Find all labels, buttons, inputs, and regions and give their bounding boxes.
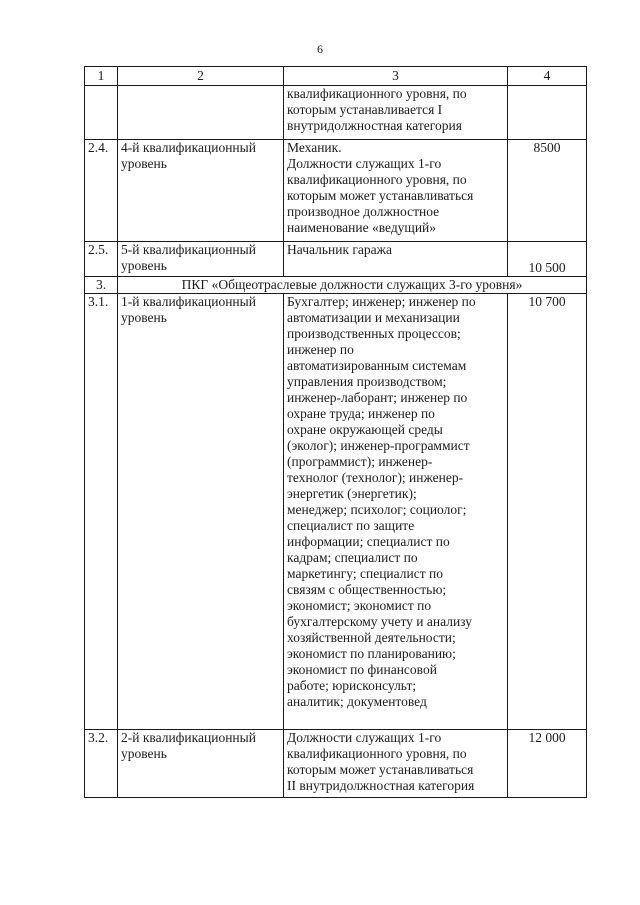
- position-line: экономист по планированию;: [287, 646, 456, 661]
- position-line: квалификационного уровня, по: [287, 746, 467, 761]
- qualification-level: [118, 294, 284, 730]
- position-line: производственных процессов;: [287, 326, 461, 341]
- position-line: наименование «ведущий»: [287, 220, 437, 235]
- level-line: 2-й квалификационный: [121, 730, 256, 745]
- level-line: уровень: [121, 310, 167, 325]
- continuation-salary-cell: [508, 86, 587, 140]
- table-row-continuation: [85, 86, 587, 140]
- position-line: Должности служащих 1-го: [287, 730, 442, 745]
- position-line: Должности служащих 1-го: [287, 156, 442, 171]
- page-number: 6: [317, 42, 323, 56]
- position-list: [284, 730, 508, 798]
- position-line: инженер по: [287, 342, 354, 357]
- row-number: 3.1.: [85, 294, 118, 730]
- position-list: [284, 242, 508, 277]
- table-row-3-1: [85, 294, 587, 730]
- table-row-3-2: [85, 730, 587, 798]
- position-line: экономист по финансовой: [287, 662, 437, 677]
- position-line: управления производством;: [287, 374, 447, 389]
- salary-value: 12 000: [508, 730, 587, 798]
- position-line: (программист); инженер-: [287, 454, 433, 469]
- position-line: энергетик (энергетик);: [287, 486, 417, 501]
- position-line: Механик.: [287, 140, 342, 155]
- table-row-2-5: [85, 242, 587, 277]
- row-number: 3.: [85, 277, 118, 294]
- qualification-level: [118, 242, 284, 277]
- header-col-4: 4: [508, 67, 587, 86]
- position-line: технолог (технолог); инженер-: [287, 470, 464, 485]
- position-line: охране труда; инженер по: [287, 406, 435, 421]
- position-line: Начальник гаража: [287, 242, 392, 257]
- table-header-row: [85, 67, 587, 86]
- header-col-3: 3: [284, 67, 508, 86]
- position-line: хозяйственной деятельности;: [287, 630, 456, 645]
- position-line: которым может устанавливаться: [287, 188, 474, 203]
- position-line: инженер-лаборант; инженер по: [287, 390, 468, 405]
- position-line: специалист по защите: [287, 518, 415, 533]
- position-line: квалификационного уровня, по: [287, 86, 467, 101]
- level-line: 5-й квалификационный: [121, 242, 256, 257]
- salary-value: 8500: [508, 140, 587, 242]
- qualification-table: [84, 66, 587, 798]
- qualification-level: [118, 730, 284, 798]
- position-list: [284, 140, 508, 242]
- position-line: производное должностное: [287, 204, 440, 219]
- position-line: II внутридолжностная категория: [287, 778, 475, 793]
- table-row-2-4: [85, 140, 587, 242]
- salary-value: 10 700: [508, 294, 587, 730]
- table-row-3: [85, 277, 587, 294]
- position-line: Бухгалтер; инженер; инженер по: [287, 294, 476, 309]
- continuation-position-cell: [284, 86, 508, 140]
- position-line: которым может устанавливаться: [287, 762, 474, 777]
- position-line: (эколог); инженер-программист: [287, 438, 470, 453]
- position-list: [284, 294, 508, 730]
- level-line: уровень: [121, 156, 167, 171]
- qualification-level: [118, 140, 284, 242]
- position-line: которым устанавливается I: [287, 102, 443, 117]
- level-line: уровень: [121, 746, 167, 761]
- continuation-level-cell: [118, 86, 284, 140]
- salary-value: 10 500: [508, 242, 587, 277]
- position-line: информации; специалист по: [287, 534, 450, 549]
- position-line: автоматизированным системам: [287, 358, 467, 373]
- position-line: бухгалтерскому учету и анализу: [287, 614, 472, 629]
- group-title: ПКГ «Общеотраслевые должности служащих 3-го уровня»: [118, 277, 587, 294]
- level-line: уровень: [121, 258, 167, 273]
- position-line: работе; юрисконсульт;: [287, 678, 417, 693]
- row-number: 2.5.: [85, 242, 118, 277]
- position-line: кадрам; специалист по: [287, 550, 418, 565]
- position-line: квалификационного уровня, по: [287, 172, 467, 187]
- level-line: 1-й квалификационный: [121, 294, 256, 309]
- position-line: внутридолжностная категория: [287, 118, 462, 133]
- position-line: автоматизации и механизации: [287, 310, 460, 325]
- position-line: маркетингу; специалист по: [287, 566, 443, 581]
- continuation-num-cell: [85, 86, 118, 140]
- header-col-2: 2: [118, 67, 284, 86]
- position-line: связям с общественностью;: [287, 582, 447, 597]
- row-number: 2.4.: [85, 140, 118, 242]
- position-line: экономист; экономист по: [287, 598, 432, 613]
- position-line: менеджер; психолог; социолог;: [287, 502, 467, 517]
- header-col-1: 1: [85, 67, 118, 86]
- row-number: 3.2.: [85, 730, 118, 798]
- position-line: аналитик; документовед: [287, 694, 427, 709]
- level-line: 4-й квалификационный: [121, 140, 256, 155]
- position-line: охране окружающей среды: [287, 422, 443, 437]
